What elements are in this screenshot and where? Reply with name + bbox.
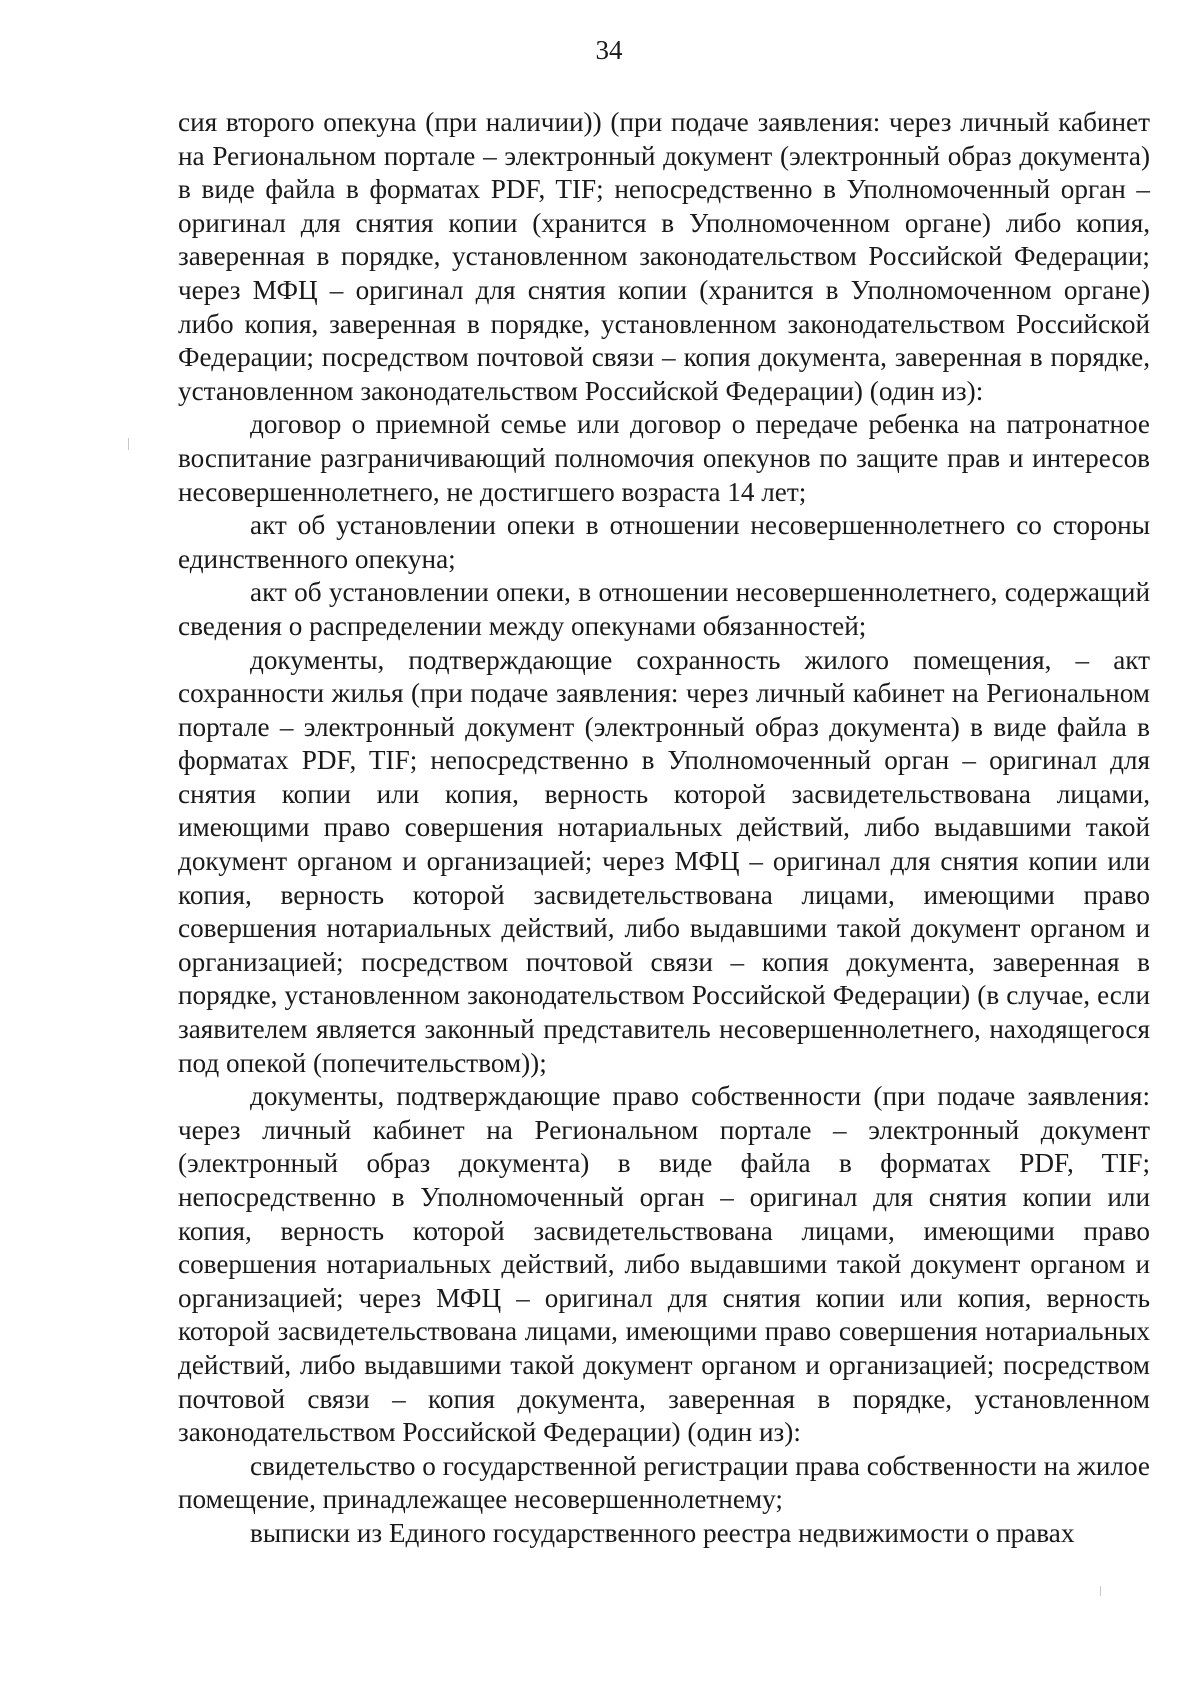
paragraph-8: выписки из Единого государственного реестра недвижимости о правах: [250, 1517, 1075, 1548]
scan-artifact-mark: [128, 438, 129, 450]
scan-artifact-mark: [1100, 1586, 1101, 1596]
paragraph-1: сия второго опекуна (при наличии)) (при подаче заявления: через личный кабинет на Региональном портале – электронный документ (электронный образ документа) в виде файла в форматах PDF, TIF; непосредственно в Уполномоченный орган – оригинал для снятия копии (хранится в Уполномоченном органе) либо копия, заверенная в порядке, установленном законодательством Российской Федерации; через МФЦ – оригинал для снятия копии (хранится в Уполномоченном органе) либо копия, заверенная в порядке, установленном законодательством Российской Федерации; посредством почтовой связи – копия документа, заверенная в порядке, установленном законодательством Российской Федерации) (один из):: [178, 107, 1150, 406]
paragraph-5: документы, подтверждающие сохранность жилого помещения, – акт сохранности жилья (при подаче заявления: через личный кабинет на Региональном портале – электронный документ (электронный образ документа) в виде файла в форматах PDF, TIF; непосредственно в Уполномоченный орган – оригинал для снятия копии или копия, верность которой засвидетельствована лицами, имеющими право совершения нотариальных действий, либо выдавшими такой документ органом и организацией; через МФЦ – оригинал для снятия копии или копия, верность которой засвидетельствована лицами, имеющими право совершения нотариальных действий, либо выдавшими такой документ органом и организацией; посредством почтовой связи – копия документа, заверенная в порядке, установленном законодательством Российской Федерации) (в случае, если заявителем является законный представитель несовершеннолетнего, находящегося под опекой (попечительством));: [178, 644, 1150, 1078]
paragraph-4: акт об установлении опеки, в отношении несовершеннолетнего, содержащий сведения о распределении между опекунами обязанностей;: [178, 577, 1150, 641]
page-number: 34: [595, 35, 623, 65]
paragraph-6: документы, подтверждающие право собственности (при подаче заявления: через личный кабинет на Региональном портале – электронный документ (электронный образ документа) в виде файла в форматах PDF, TIF; непосредственно в Уполномоченный орган – оригинал для снятия копии или копия, верность которой засвидетельствована лицами, имеющими право совершения нотариальных действий, либо выдавшими такой документ органом и организацией; через МФЦ – оригинал для снятия копии или копия, верность которой засвидетельствована лицами, имеющими право совершения нотариальных действий, либо выдавшими такой документ органом и организацией; посредством почтовой связи – копия документа, заверенная в порядке, установленном законодательством Российской Федерации) (один из):: [178, 1081, 1150, 1448]
document-body: [178, 106, 1150, 1551]
paragraph-3: акт об установлении опеки в отношении несовершеннолетнего со стороны единственного опекуна;: [178, 510, 1150, 574]
paragraph-7: свидетельство о государственной регистрации права собственности на жилое помещение, принадлежащее несовершеннолетнему;: [178, 1450, 1150, 1515]
paragraph-2: договор о приемной семье или договор о передаче ребенка на патронатное воспитание разграничивающий полномочия опекунов по защите прав и интересов несовершеннолетнего, не достигшего возраста 14 лет;: [178, 409, 1150, 507]
